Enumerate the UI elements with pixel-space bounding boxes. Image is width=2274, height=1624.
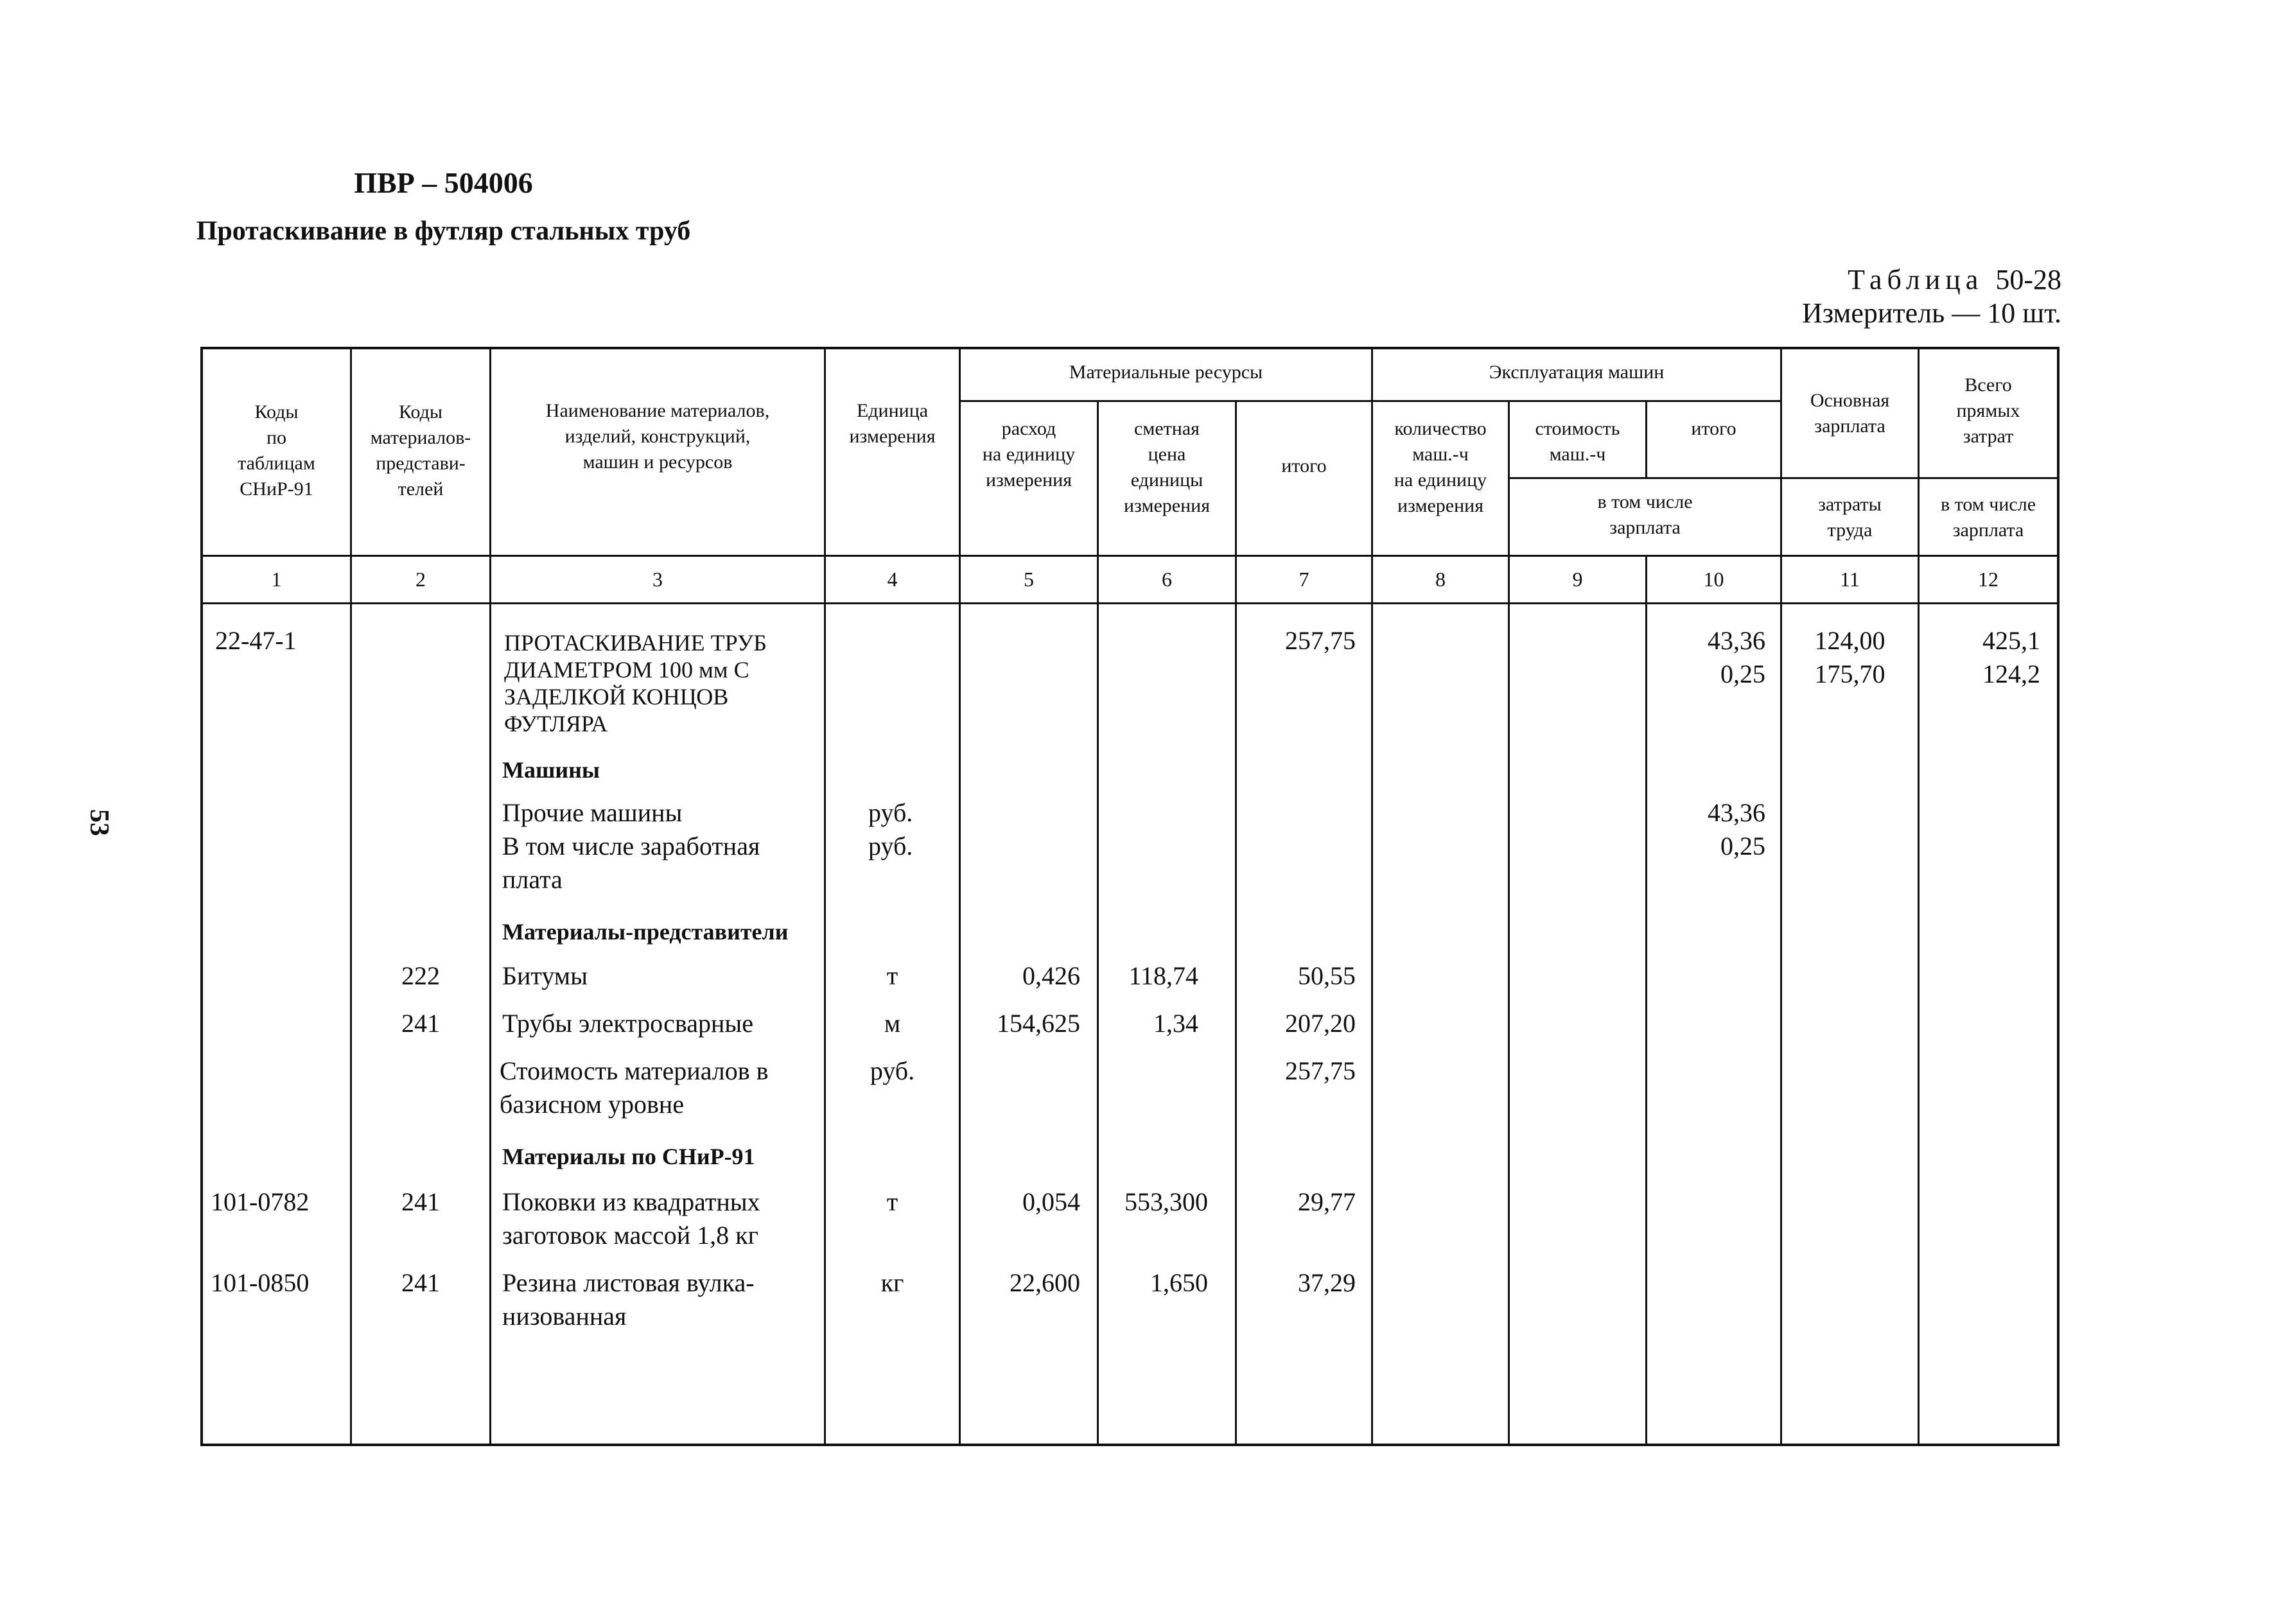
- other-machines-name: Прочие машины В том числе заработная плата: [502, 798, 760, 894]
- header-machine-hour-cost: стоимость маш.-ч: [1535, 418, 1620, 465]
- header-price: сметная цена единицы измерения: [1123, 418, 1210, 516]
- grid-line: [1508, 401, 1510, 1446]
- main-name: ПРОТАСКИВАНИЕ ТРУБ ДИАМЕТРОМ 100 мм С ЗАДЕЛКОЙ КОНЦОВ ФУТЛЯРА: [504, 630, 767, 737]
- header-machine-total: итого: [1691, 418, 1736, 439]
- column-number: 7: [1299, 568, 1309, 591]
- main-code: 22-47-1: [215, 626, 297, 655]
- header-total-direct: Всего прямых затрат: [1956, 374, 2020, 447]
- pipes-price: 1,34: [1153, 1009, 1198, 1038]
- rubber-price: 1,650: [1150, 1268, 1208, 1297]
- document-subtitle: Протаскивание в футляр стальных труб: [196, 216, 691, 246]
- rubber-total: 37,29: [1298, 1268, 1356, 1297]
- grid-line: [200, 555, 2060, 557]
- grid-line: [1780, 477, 2060, 479]
- pipes-code: 241: [401, 1009, 440, 1038]
- rubber-unit: кг: [880, 1268, 904, 1297]
- pipes-total: 207,20: [1285, 1009, 1356, 1038]
- column-number: 12: [1978, 568, 1998, 591]
- main-material-total: 257,75: [1285, 626, 1356, 655]
- forgings-price: 553,300: [1124, 1187, 1208, 1216]
- header-machine-hours: количество маш.-ч на единицу измерения: [1394, 418, 1487, 516]
- main-total-direct: 425,1 124,2: [1982, 626, 2040, 688]
- pipes-rate: 154,625: [997, 1009, 1080, 1038]
- forgings-total: 29,77: [1298, 1187, 1356, 1216]
- header-codes-repr: Коды материалов- представи- телей: [370, 401, 471, 500]
- header-name: Наименование материалов, изделий, конструкций, машин и ресурсов: [545, 400, 770, 473]
- bitumen-price: 118,74: [1128, 961, 1198, 990]
- column-number: 11: [1840, 568, 1860, 591]
- column-number: 6: [1162, 568, 1172, 591]
- header-material-total: итого: [1281, 455, 1327, 476]
- rubber-name: Резина листовая вулка- низованная: [502, 1268, 755, 1331]
- header-codes-snir: Коды по таблицам СНиР-91: [238, 401, 315, 500]
- header-machine-operation: Эксплуатация машин: [1489, 362, 1665, 383]
- other-machines-total: 43,36 0,25: [1708, 798, 1765, 860]
- forgings-rate: 0,054: [1022, 1187, 1080, 1216]
- materials-cost-total: 257,75: [1285, 1056, 1356, 1085]
- header-basic-wage: Основная зарплата: [1810, 390, 1890, 437]
- grid-line: [200, 602, 2060, 604]
- forgings-code-snir: 101-0782: [211, 1187, 310, 1216]
- table-label-number: 50-28: [1995, 264, 2061, 295]
- forgings-code: 241: [401, 1187, 440, 1216]
- grid-line: [959, 400, 1780, 402]
- page-number: 53: [84, 809, 114, 836]
- table-label: [1848, 263, 2061, 296]
- main-machine-total: 43,36 0,25: [1708, 626, 1765, 688]
- rubber-rate: 22,600: [1010, 1268, 1080, 1297]
- column-number: 2: [415, 568, 426, 591]
- header-unit: Единица измерения: [849, 400, 936, 447]
- section-representative-materials: Материалы-представители: [502, 919, 789, 945]
- grid-line: [1508, 477, 1780, 479]
- forgings-name: Поковки из квадратных заготовок массой 1,8 кг: [502, 1187, 760, 1250]
- document-code: ПВР – 504006: [354, 166, 533, 199]
- column-number: 10: [1703, 568, 1724, 591]
- header-labor-cost: затраты труда: [1818, 494, 1882, 541]
- bitumen-total: 50,55: [1298, 961, 1356, 990]
- section-snir-materials: Материалы по СНиР-91: [502, 1144, 755, 1169]
- forgings-unit: т: [886, 1187, 898, 1216]
- column-number: 3: [652, 568, 663, 591]
- header-material-resources: Материальные ресурсы: [1069, 362, 1263, 383]
- measure-unit: Измеритель — 10 шт.: [1801, 297, 2061, 329]
- pipes-name: Трубы электросварные: [502, 1009, 754, 1038]
- bitumen-name: Битумы: [502, 961, 588, 990]
- materials-cost-name: Стоимость материалов в базисном уровне: [500, 1056, 769, 1119]
- column-number: 5: [1024, 568, 1034, 591]
- bitumen-code: 222: [401, 961, 440, 990]
- table-label-text: Таблица: [1848, 264, 1984, 295]
- rubber-code-snir: 101-0850: [211, 1268, 310, 1297]
- section-machines: Машины: [502, 757, 600, 783]
- materials-cost-unit: руб.: [870, 1056, 915, 1085]
- pipes-unit: м: [884, 1009, 901, 1038]
- grid-line: [489, 347, 491, 1446]
- column-number: 4: [887, 568, 898, 591]
- header-rate: расход на единицу измерения: [982, 418, 1076, 491]
- header-total-wage: в том числе зарплата: [1940, 494, 2036, 541]
- rubber-code: 241: [401, 1268, 440, 1297]
- other-machines-unit: руб. руб.: [868, 798, 913, 860]
- column-number: 8: [1435, 568, 1446, 591]
- bitumen-unit: т: [886, 961, 898, 990]
- header-machine-wage: в том числе зарплата: [1597, 491, 1693, 538]
- main-basic-wage: 124,00 175,70: [1814, 626, 1885, 688]
- column-number: 9: [1572, 568, 1583, 591]
- bitumen-rate: 0,426: [1022, 961, 1080, 990]
- column-number: 1: [271, 568, 282, 591]
